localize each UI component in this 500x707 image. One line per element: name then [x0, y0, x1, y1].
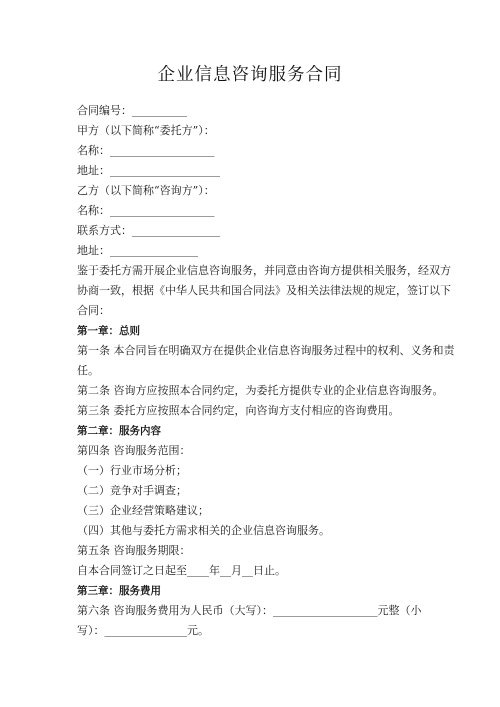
article-5: 第五条 咨询服务期限：: [77, 544, 191, 557]
scope-item-1: （一）行业市场分析；: [77, 464, 187, 477]
party-a-heading: 甲方（以下简称“委托方”）：: [77, 124, 215, 137]
preamble-line-1: 鉴于委托方需开展企业信息咨询服务，并同意由咨询方提供相关服务，经双方: [77, 264, 451, 277]
party-b-name-line: 名称：___________________: [77, 204, 215, 217]
article-6-line-1: 第六条 咨询服务费用为人民币（大写）：___________________元整（小: [77, 604, 422, 617]
contract-number-line: 合同编号：__________: [77, 104, 187, 117]
article-6-line-2: 写）：_______________元。: [77, 624, 209, 637]
party-b-heading: 乙方（以下简称“咨询方”）：: [77, 184, 215, 197]
party-b-address-line: 地址：________________: [77, 244, 198, 257]
scope-item-4: （四）其他与委托方需求相关的企业信息咨询服务。: [77, 524, 330, 537]
article-3: 第三条 委托方应按照本合同约定，向咨询方支付相应的咨询费用。: [77, 404, 400, 417]
service-term-line: 自本合同签订之日起至____年__月__日止。: [77, 564, 286, 577]
article-1-line-1: 第一条 本合同旨在明确双方在提供企业信息咨询服务过程中的权利、义务和责: [77, 344, 455, 357]
preamble-line-2: 协商一致，根据《中华人民共和国合同法》及相关法律法规的规定，签订以下: [77, 284, 451, 297]
scope-item-2: （二）竞争对手调查；: [77, 484, 187, 497]
party-a-address-line: 地址：____________________: [77, 164, 220, 177]
chapter-1-heading: 第一章：总则: [77, 325, 140, 337]
article-1-line-2: 任。: [77, 364, 99, 377]
article-4: 第四条 咨询服务范围：: [77, 444, 191, 457]
chapter-2-heading: 第二章：服务内容: [77, 425, 161, 437]
chapter-3-heading: 第三章：服务费用: [77, 585, 161, 597]
party-b-contact-line: 联系方式：________________: [77, 224, 220, 237]
document-title: 企业信息咨询服务合同: [157, 65, 343, 85]
preamble-line-3: 合同：: [77, 304, 110, 317]
scope-item-3: （三）企业经营策略建议；: [77, 504, 209, 517]
party-a-name-line: 名称：___________________: [77, 144, 215, 157]
article-2: 第二条 咨询方应按照本合同约定，为委托方提供专业的企业信息咨询服务。: [77, 384, 444, 397]
